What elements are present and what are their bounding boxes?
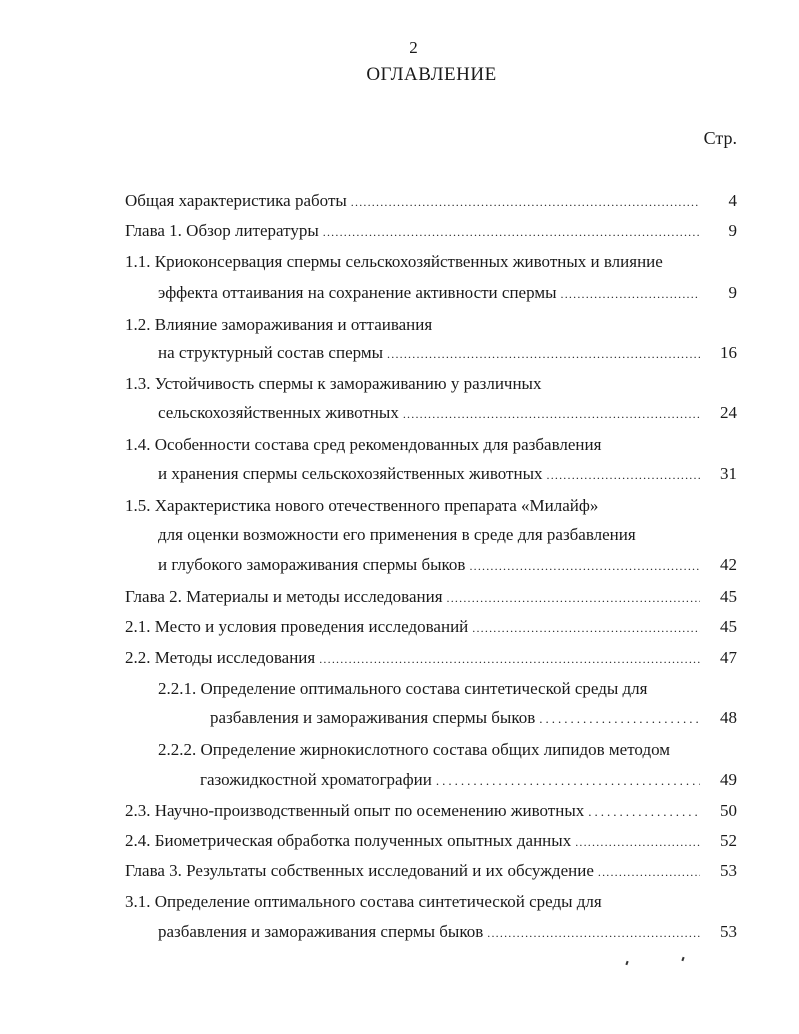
toc-page-number: 4 [728,191,737,210]
toc-entry-line-last [125,799,700,823]
toc-entry-line-last [210,706,700,730]
page-number: 2 [409,38,418,57]
toc-page-number: 9 [728,221,737,240]
toc-entry-text: 2.1. Место и условия проведения исследований [125,617,469,636]
toc-entry-text: разбавления и замораживания спермы быков [210,708,536,727]
toc-entry-text: 2.3. Научно-производственный опыт по осеменению животных [125,801,585,820]
toc-entry-line-last [158,341,700,365]
toc-entry-text: разбавления и замораживания спермы быков [158,922,484,941]
page-title: ОГЛАВЛЕНИЕ [366,64,497,85]
toc-page-number: 16 [720,343,737,362]
dot-leader [387,342,700,366]
toc-entry-line [158,738,674,762]
dot-leader [472,616,700,640]
toc-entry-text: 1.5. Характеристика нового отечественного препарата «Милайф» [125,496,599,515]
toc-page-number: 24 [720,403,737,422]
dot-leader [436,769,700,793]
toc-page-number: 45 [720,587,737,606]
toc-entry-text: 2.2.2. Определение жирнокислотного состава общих липидов методом [158,740,671,759]
toc-entry-text: сельскохозяйственных животных [158,403,399,422]
toc-entry-text: Глава 3. Результаты собственных исследований и их обсуждение [125,861,594,880]
dot-leader [323,220,700,244]
dot-leader [447,586,700,610]
dot-leader [539,707,700,731]
dot-leader [575,830,700,854]
dot-leader [561,282,700,306]
page-column-label: Стр. [703,128,737,148]
toc-page-number: 53 [720,922,737,941]
toc-entry-line [125,313,436,337]
toc-page-number: 50 [720,801,737,820]
toc-entry-text: Глава 2. Материалы и методы исследования [125,587,443,606]
toc-entry-line-last [125,859,700,883]
toc-entry-line-last [125,585,700,609]
toc-entry-text: на структурный состав спермы [158,343,384,362]
toc-entry-text: 2.2. Методы исследования [125,648,316,667]
dot-leader [598,860,700,884]
toc-entry-line [125,372,545,396]
dot-leader [319,647,700,671]
toc-page-number: 31 [720,464,737,483]
toc-entry-line-last [158,553,700,577]
toc-entry-text: 1.3. Устойчивость спермы к замораживанию у различных [125,374,542,393]
toc-entry-line [125,890,606,914]
toc-entry-text: 3.1. Определение оптимального состава синтетической среды для [125,892,602,911]
toc-entry-line-last [158,281,700,305]
toc-entry-line-last [125,189,700,213]
toc-page-number: 45 [720,617,737,636]
scan-specks [620,957,690,969]
dot-leader [403,402,700,426]
toc-entry-text: 1.2. Влияние замораживания и оттаивания [125,315,433,334]
dot-leader [547,463,701,487]
dot-leader [351,190,700,214]
toc-page-number: 52 [720,831,737,850]
toc-entry-text: 2.2.1. Определение оптимального состава синтетической среды для [158,679,648,698]
toc-entry-line-last [200,768,700,792]
toc-entry-text: 2.4. Биометрическая обработка полученных опытных данных [125,831,572,850]
dot-leader [469,554,700,578]
toc-entry-line-last [125,615,700,639]
toc-entry-line-last [158,920,700,944]
toc-entry-line-last [125,829,700,853]
toc-page-number: 47 [720,648,737,667]
toc-entry-line-last [158,462,700,486]
toc-entry-text: эффекта оттаивания на сохранение активности спермы [158,283,557,302]
toc-page-number: 53 [720,861,737,880]
toc-entry-line [125,494,602,518]
toc-entry-line-last [158,401,700,425]
dot-leader [487,921,700,945]
toc-entry-text: газожидкостной хроматографии [200,770,432,789]
toc-entry-line [158,523,640,547]
toc-page-number: 48 [720,708,737,727]
toc-entry-text: и хранения спермы сельскохозяйственных животных [158,464,543,483]
toc-entry-line [125,250,667,274]
dot-leader [588,800,700,824]
toc-entry-line [125,433,605,457]
toc-page-number: 9 [728,283,737,302]
toc-entry-line [158,677,652,701]
toc-page-number: 42 [720,555,737,574]
toc-entry-text: 1.4. Особенности состава сред рекомендованных для разбавления [125,435,602,454]
toc-entry-text: 1.1. Криоконсервация спермы сельскохозяйственных животных и влияние [125,252,663,271]
scan-speck [625,961,628,965]
toc-entry-text: Глава 1. Обзор литературы [125,221,319,240]
toc-page-number: 49 [720,770,737,789]
toc-entry-text: Общая характеристика работы [125,191,347,210]
toc-entry-line-last [125,219,700,243]
toc-entry-line-last [125,646,700,670]
toc-entry-text: и глубокого замораживания спермы быков [158,555,466,574]
toc-entry-text: для оценки возможности его применения в среде для разбавления [158,525,636,544]
scan-speck [681,957,684,961]
